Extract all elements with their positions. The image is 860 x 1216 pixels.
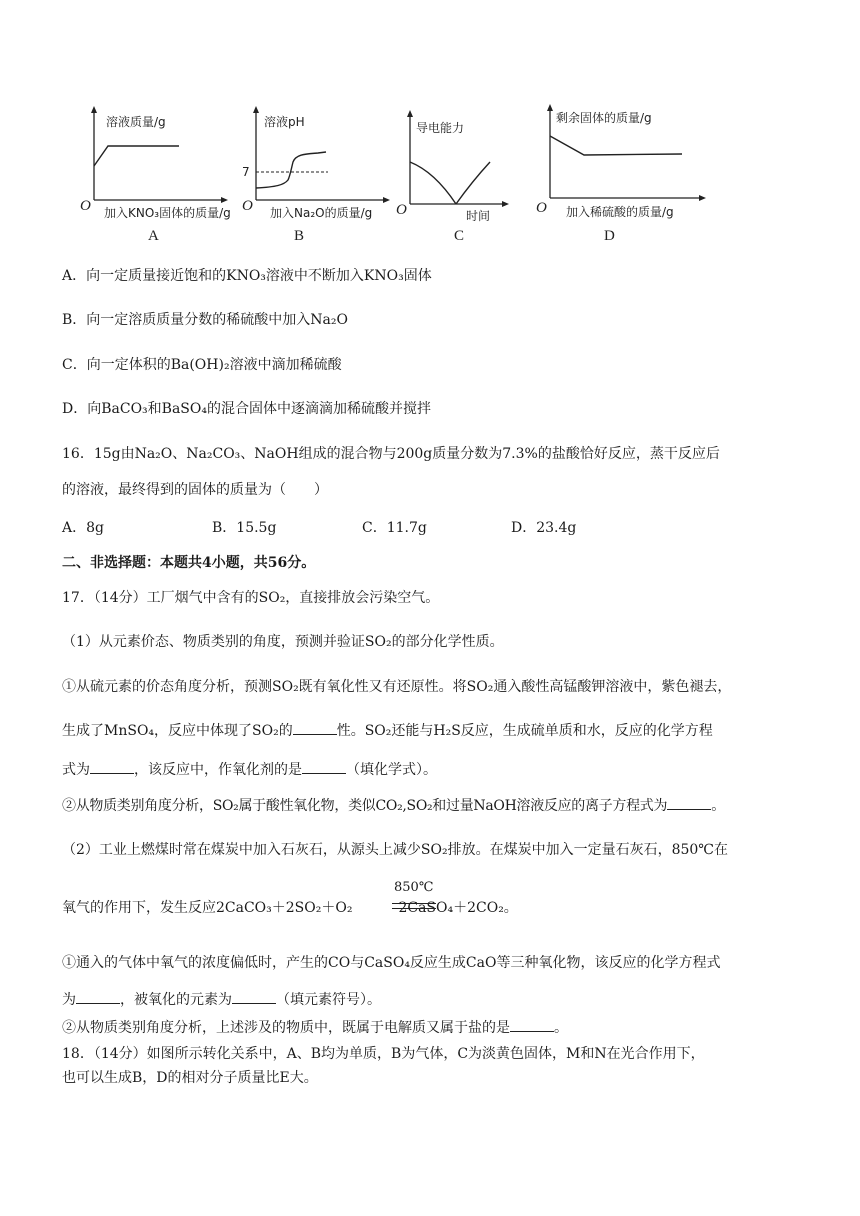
- q17-part2b-text-a: ②从物质类别角度分析，上述涉及的物质中，既属于电解质又属于盐的是: [62, 1020, 510, 1036]
- q15-option-c: C．向一定体积的Ba(OH)₂溶液中滴加稀硫酸: [62, 357, 342, 373]
- answer-blank[interactable]: [302, 761, 346, 774]
- graph-b-xlabel: 加入Na₂O的质量/g: [270, 206, 373, 220]
- graph-c-origin: O: [396, 202, 407, 218]
- graphs-row: [60, 100, 780, 250]
- graph-d-origin: O: [536, 200, 547, 216]
- q17-part2a-line2-text-c: （填元素符号）。: [276, 992, 381, 1008]
- answer-blank[interactable]: [232, 991, 276, 1004]
- answer-blank[interactable]: [293, 722, 337, 735]
- graph-b-y-arrow: [253, 106, 259, 113]
- graph-d-svg: [536, 100, 716, 244]
- q17-part1a-line3: [62, 760, 437, 780]
- graph-b-origin: O: [242, 198, 253, 214]
- q17-part2a-line1: ①通入的气体中氧气的浓度偏低时，产生的CO与CaSO₄反应生成CaO等三种氧化物，该反应的化学方程式: [62, 955, 721, 971]
- graph-a-y-arrow: [91, 106, 97, 113]
- graph-a-xlabel: 加入KNO₃固体的质量/g: [104, 206, 231, 220]
- q17-part1b-text-b: 。: [711, 798, 725, 814]
- graph-b-letter: B: [294, 228, 305, 244]
- graph-b-svg: [236, 100, 396, 244]
- graph-a: [74, 100, 234, 244]
- graph-a-letter: A: [148, 228, 159, 244]
- q17-part2b-text-b: 。: [554, 1020, 568, 1036]
- answer-blank[interactable]: [76, 991, 120, 1004]
- graph-a-curve: [94, 146, 179, 166]
- q16-option-c: C．11.7g: [362, 520, 427, 536]
- q17-part1a-line2-text-b: 性。SO₂还能与H₂S反应，生成硫单质和水，反应的化学方程: [336, 723, 713, 739]
- graph-d-y-arrow: [547, 104, 553, 111]
- q18-line2: 也可以生成B，D的相对分子质量比E大。: [62, 1070, 318, 1086]
- q17-part1a-line2-text-a: 生成了MnSO₄，反应中体现了SO₂的: [62, 723, 293, 739]
- graph-b: [236, 100, 396, 244]
- graph-c-svg: [390, 100, 550, 244]
- graph-b-ylabel: 溶液pH: [264, 115, 305, 129]
- graph-d-letter: D: [604, 228, 615, 244]
- q17-part2-line2-text-b: 2CaSO₄＋2CO₂。: [398, 900, 518, 916]
- graph-c-x-arrow: [502, 201, 509, 207]
- graph-d-curve: [550, 136, 682, 155]
- q16-option-a: A．8g: [62, 520, 104, 536]
- q18-line1: 18．（14分）如图所示转化关系中，A、B均为单质，B为气体，C为淡黄色固体，M和N在光合作用下，: [62, 1046, 705, 1062]
- graph-b-curve: [256, 152, 326, 188]
- graph-a-svg: [74, 100, 234, 244]
- q17-part1a-line3-text-a: 式为: [62, 762, 90, 778]
- q17-part2a-line2-text-b: ，被氧化的元素为: [120, 992, 232, 1008]
- q17-part1: （1）从元素价态、物质类别的角度，预测并验证SO₂的部分化学性质。: [62, 634, 504, 650]
- graph-c-ylabel: 导电能力: [416, 121, 465, 135]
- answer-blank[interactable]: [90, 761, 134, 774]
- q17-intro: 17．（14分）工厂烟气中含有的SO₂，直接排放会污染空气。: [62, 590, 440, 606]
- q15-option-a: A．向一定质量接近饱和的KNO₃溶液中不断加入KNO₃固体: [62, 268, 432, 284]
- graph-a-ylabel: 溶液质量/g: [106, 115, 166, 129]
- q17-part2b: [62, 1018, 568, 1038]
- graph-c-xlabel: 时间: [466, 209, 491, 223]
- graph-b-x-arrow: [383, 197, 390, 203]
- answer-blank[interactable]: [667, 797, 711, 810]
- graph-c-curve-down: [410, 162, 456, 204]
- answer-blank[interactable]: [510, 1019, 554, 1032]
- graph-d-xlabel: 加入稀硫酸的质量/g: [566, 205, 674, 219]
- q17-part1a-line3-text-c: （填化学式）。: [346, 762, 437, 778]
- graph-b-tick-7: 7: [242, 165, 250, 179]
- q17-part2-line2-text-a: 氧气的作用下，发生反应2CaCO₃＋2SO₂＋O₂: [62, 900, 353, 916]
- q17-part1a-line3-text-b: ，该反应中，作氧化剂的是: [134, 762, 302, 778]
- reaction-condition: 850℃: [394, 880, 434, 895]
- q17-part2-line1: （2）工业上燃煤时常在煤炭中加入石灰石，从源头上减少SO₂排放。在煤炭中加入一定量石灰石，850℃在: [62, 842, 728, 858]
- q16-stem-line2: 的溶液，最终得到的固体的质量为（ ）: [62, 482, 328, 498]
- q15-option-d: D．向BaCO₃和BaSO₄的混合固体中逐滴滴加稀硫酸并搅拌: [62, 401, 431, 417]
- q17-part2a-line2-text-a: 为: [62, 992, 76, 1008]
- graph-c-letter: C: [454, 228, 465, 244]
- graph-c-y-arrow: [407, 110, 413, 117]
- q16-option-d: D．23.4g: [511, 520, 577, 536]
- q17-part1b: [62, 796, 725, 816]
- graph-a-origin: O: [80, 198, 91, 214]
- graph-d: [536, 100, 716, 244]
- graph-a-x-arrow: [221, 197, 228, 203]
- q17-part1a-line1: ①从硫元素的价态角度分析，预测SO₂既有氧化性又有还原性。将SO₂通入酸性高锰酸钾溶液中，紫色褪去，: [62, 679, 732, 695]
- q15-option-b: B．向一定溶质质量分数的稀硫酸中加入Na₂O: [62, 312, 348, 328]
- graph-d-ylabel: 剩余固体的质量/g: [556, 111, 652, 125]
- q16-stem-line1: 16．15g由Na₂O、Na₂CO₃、NaOH组成的混合物与200g质量分数为7.3%的盐酸恰好反应，蒸干反应后: [62, 446, 720, 462]
- graph-d-x-arrow: [699, 195, 706, 201]
- q17-part2a-line2: [62, 990, 381, 1010]
- q16-option-b: B．15.5g: [212, 520, 277, 536]
- section-2-heading: 二、非选择题：本题共4小题，共56分。: [62, 555, 316, 571]
- q17-part1b-text-a: ②从物质类别角度分析，SO₂属于酸性氧化物，类似CO₂,SO₂和过量NaOH溶液反应的离子方程式为: [62, 798, 668, 814]
- q17-part2-line2: [62, 898, 518, 918]
- q17-part1a-line2: [62, 721, 713, 741]
- graph-c-curve-up: [456, 162, 490, 204]
- equation-equals-sign: [392, 903, 436, 909]
- graph-c: [390, 100, 550, 244]
